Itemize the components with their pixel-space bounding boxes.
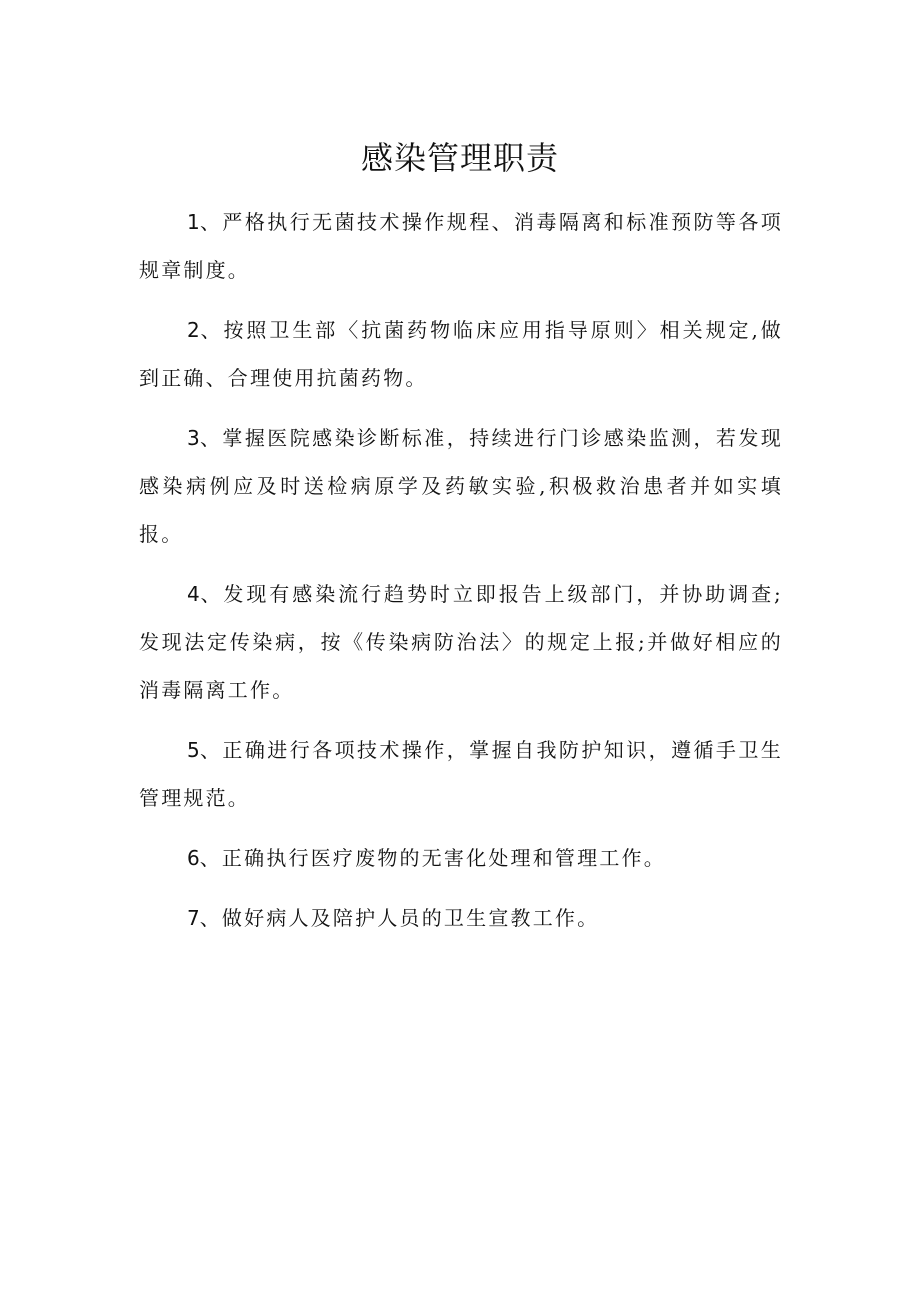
duty-item-6 <box>139 834 783 882</box>
duty-item-text: 、正确进行各项技术操作，掌握自我防护知识，遵循手卫生管理规范。 <box>139 738 783 810</box>
duty-item-number: 4 <box>187 582 200 606</box>
duty-item-number: 1 <box>187 210 200 234</box>
duty-item-number: 7 <box>187 906 200 930</box>
duty-item-number: 6 <box>187 846 200 870</box>
duty-item-text: 、掌握医院感染诊断标准，持续进行门诊感染监测，若发现感染病例应及时送检病原学及药敏实验,积极救治患者并如实填报。 <box>139 426 783 546</box>
duty-item-text: 、发现有感染流行趋势时立即报告上级部门，并协助调查;发现法定传染病，按《传染病防治法〉的规定上报;并做好相应的消毒隔离工作。 <box>139 582 783 702</box>
duty-item-4 <box>139 570 783 714</box>
duty-list <box>139 198 783 954</box>
duty-item-5 <box>139 726 783 822</box>
duty-item-number: 3 <box>187 426 200 450</box>
duty-item-text: 、按照卫生部〈抗菌药物临床应用指导原则〉相关规定,做到正确、合理使用抗菌药物。 <box>139 318 783 390</box>
duty-item-1 <box>139 198 783 294</box>
page-title: 感染管理职责 <box>360 139 559 177</box>
duty-item-7 <box>139 894 783 942</box>
duty-item-text: 、做好病人及陪护人员的卫生宣教工作。 <box>199 906 600 930</box>
duty-item-number: 2 <box>187 318 200 342</box>
duty-item-2 <box>139 306 783 402</box>
duty-item-number: 5 <box>187 738 200 762</box>
duty-item-text: 、正确执行医疗废物的无害化处理和管理工作。 <box>199 846 666 870</box>
duty-item-text: 、严格执行无菌技术操作规程、消毒隔离和标准预防等各项规章制度。 <box>139 210 783 282</box>
duty-item-3 <box>139 414 783 558</box>
